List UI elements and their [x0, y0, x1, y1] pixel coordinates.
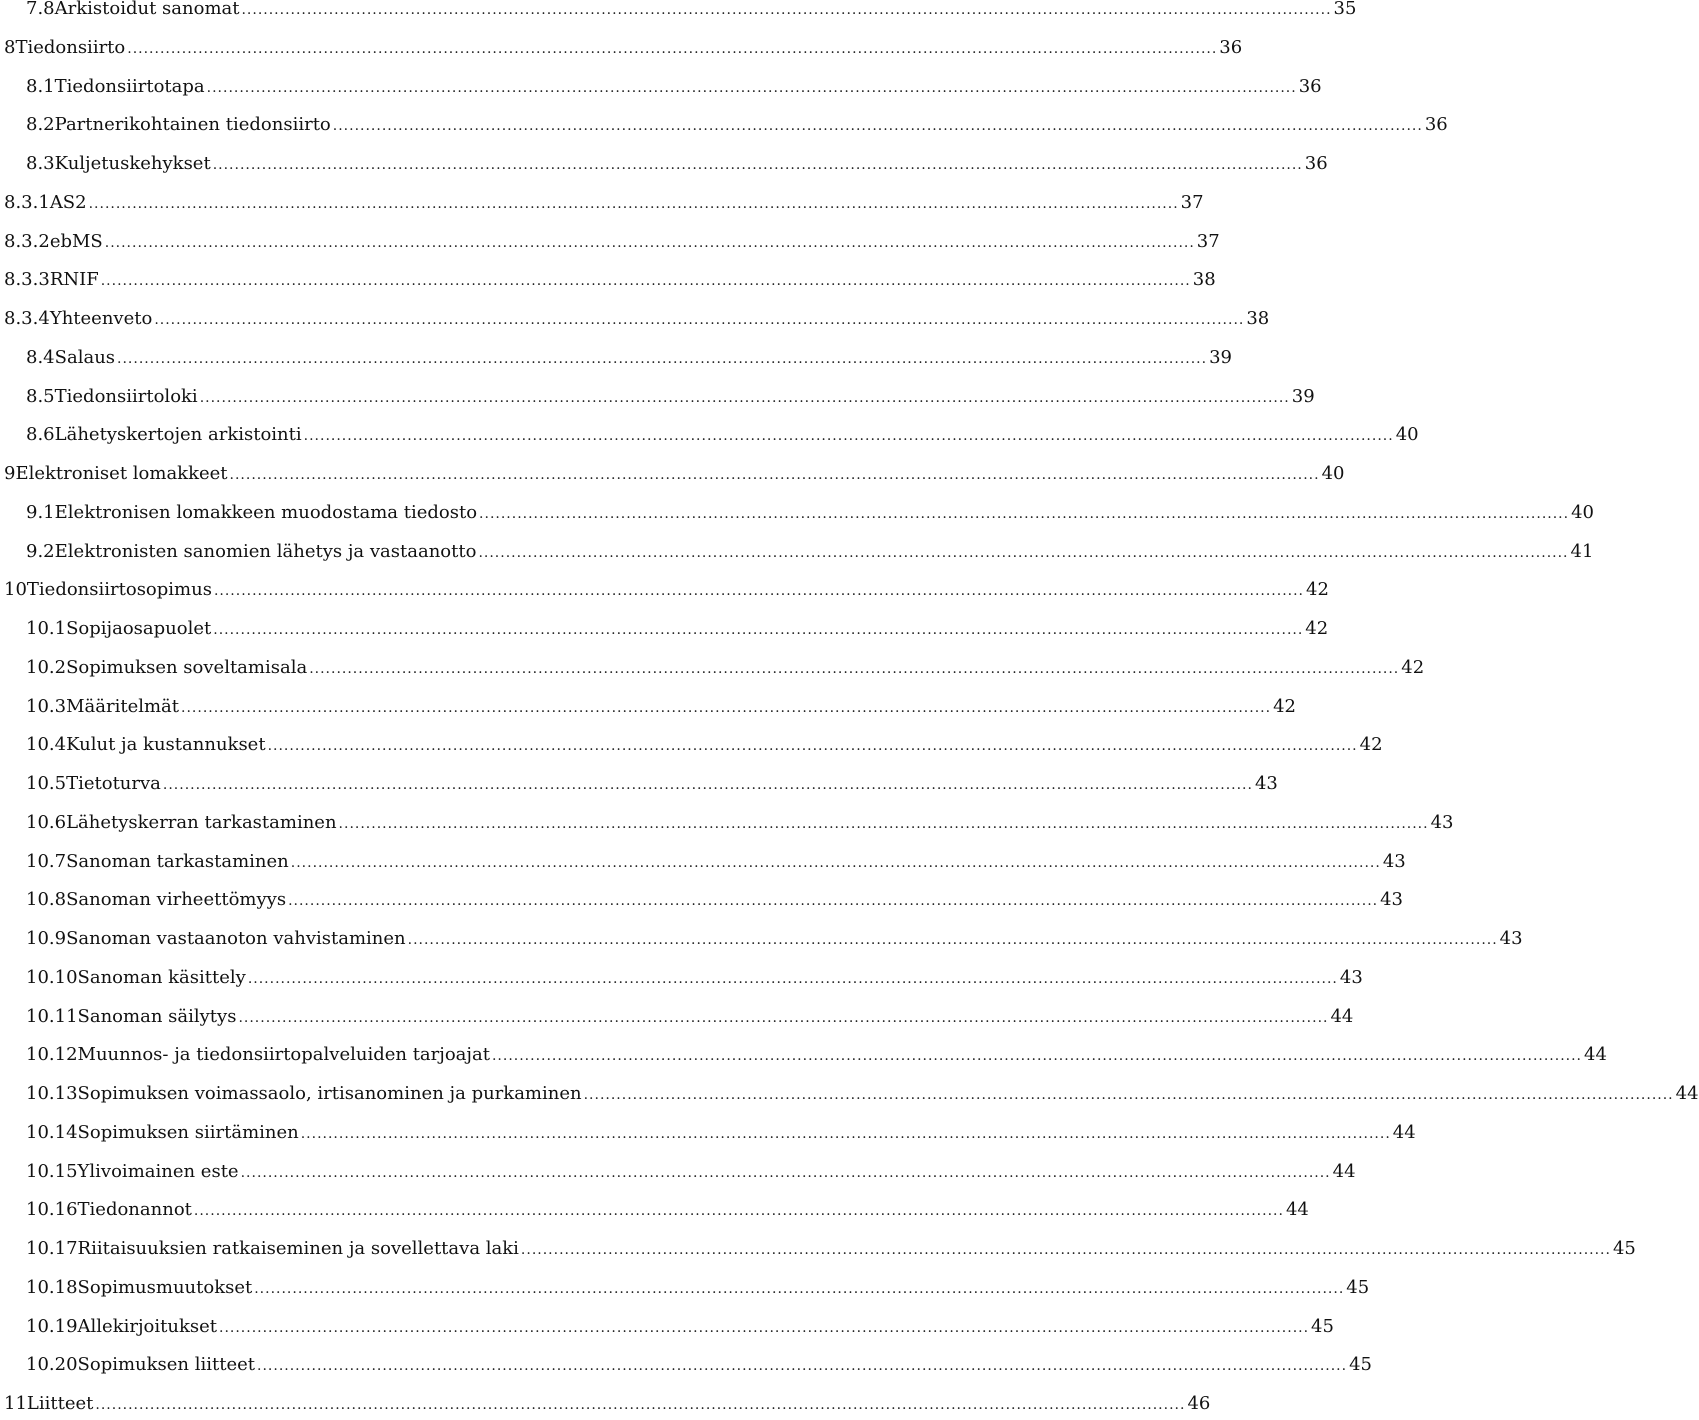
toc-entry-page-number: 39: [1291, 385, 1315, 407]
toc-entry-page-number: 35: [1333, 0, 1357, 19]
toc-entry-number: 8.1: [26, 75, 55, 97]
toc-entry-page-number: 45: [1311, 1315, 1334, 1337]
toc-entry-title: Tiedonsiirtotapa: [54, 75, 205, 97]
toc-entry-page-number: 43: [1430, 811, 1454, 833]
toc-entry-number: 8.3.2: [4, 230, 50, 252]
toc-entry-title: Sopimuksen voimassaolo, irtisanominen ja purkaminen: [77, 1083, 582, 1104]
toc-entry-number: 9.2: [26, 540, 55, 562]
toc-entry-title: Tiedonsiirtoloki: [54, 385, 198, 407]
toc-entry-title: Määritelmät: [66, 695, 180, 717]
toc-entry[interactable]: [0, 188, 1204, 218]
toc-entry-number: 8.3: [26, 153, 55, 174]
toc-entry-title: Sanoman virheettömyys: [66, 889, 287, 911]
dot-leader: ........................................................................................................................................................................................................: [479, 505, 1570, 522]
toc-entry-page-number: 43: [1380, 889, 1404, 911]
toc-entry-title: Elektroniset lomakkeet: [15, 463, 228, 484]
toc-entry-number: 10.5: [26, 773, 67, 794]
toc-entry-page-number: 45: [1612, 1238, 1636, 1259]
toc-entry-page-number: 41: [1570, 540, 1594, 562]
toc-entry-page-number: 42: [1306, 579, 1329, 601]
toc-entry-title: Liitteet: [26, 1393, 94, 1414]
toc-entry-title: RNIF: [49, 269, 99, 291]
toc-entry-number: 10.12: [26, 1044, 78, 1066]
toc-entry-number: 10: [4, 579, 27, 601]
toc-entry-title: Riitaisuuksien ratkaiseminen ja sovellettava laki: [77, 1238, 519, 1259]
toc-entry-title: Sopijaosapuolet: [66, 618, 212, 639]
toc-entry-page-number: 37: [1180, 191, 1204, 213]
toc-entry[interactable]: [0, 885, 1404, 915]
dot-leader: ........................................................................................................................................................................................................: [229, 467, 1320, 483]
toc-entry[interactable]: [0, 33, 1243, 63]
toc-entry[interactable]: [0, 498, 1594, 528]
dot-leader: ........................................................................................................................................................................................................: [332, 118, 1423, 135]
toc-entry-number: 10.8: [26, 889, 67, 911]
toc-entry-title: Tiedonsiirto: [15, 36, 126, 58]
toc-entry-number: 10.16: [26, 1199, 78, 1221]
dot-leader: ........................................................................................................................................................................................................: [117, 350, 1208, 367]
toc-entry[interactable]: [0, 343, 1232, 373]
dot-leader: ........................................................................................................................................................................................................: [520, 1242, 1611, 1258]
dot-leader: ........................................................................................................................................................................................................: [213, 583, 1304, 600]
toc-entry[interactable]: [0, 0, 1357, 24]
toc-entry-number: 10.9: [26, 928, 67, 949]
dot-leader: ........................................................................................................................................................................................................: [240, 1164, 1331, 1181]
toc-entry[interactable]: [0, 1040, 1607, 1070]
toc-entry[interactable]: [0, 1079, 1699, 1109]
toc-entry-title: Elektronisen lomakkeen muodostama tiedosto: [54, 501, 478, 523]
toc-entry[interactable]: [0, 110, 1448, 140]
toc-entry-number: 8.2: [26, 114, 55, 136]
toc-entry-title: Kuljetuskehykset: [54, 153, 211, 174]
toc-entry-title: Sanoman käsittely: [77, 966, 246, 988]
toc-entry[interactable]: [0, 653, 1425, 683]
toc-entry-number: 7.8: [26, 0, 55, 19]
dot-leader: ........................................................................................................................................................................................................: [309, 660, 1400, 677]
toc-entry-page-number: 36: [1424, 114, 1448, 136]
dot-leader: ........................................................................................................................................................................................................: [162, 777, 1253, 793]
toc-entry-page-number: 38: [1246, 308, 1270, 329]
toc-entry-number: 10.3: [26, 695, 67, 717]
toc-entry-title: Sopimusmuutokset: [77, 1276, 253, 1298]
toc-entry-number: 10.4: [26, 734, 67, 756]
toc-entry[interactable]: [0, 227, 1220, 257]
toc-entry-page-number: 44: [1584, 1044, 1607, 1066]
toc-entry[interactable]: [0, 1195, 1309, 1225]
dot-leader: ........................................................................................................................................................................................................: [238, 1009, 1329, 1026]
toc-entry[interactable]: [0, 924, 1523, 954]
toc-entry-title: Partnerikohtainen tiedonsiirto: [54, 114, 331, 136]
toc-entry-number: 9.1: [26, 501, 55, 523]
toc-entry-number: 10.10: [26, 966, 78, 988]
toc-entry-title: Sopimuksen soveltamisala: [66, 656, 308, 678]
toc-entry-title: Sanoman vastaanoton vahvistaminen: [66, 928, 406, 949]
toc-entry-title: Elektronisten sanomien lähetys ja vastaanotto: [54, 540, 477, 562]
toc-entry-number: 8.4: [26, 346, 55, 368]
toc-entry[interactable]: [0, 692, 1296, 722]
dot-leader: ........................................................................................................................................................................................................: [154, 312, 1245, 328]
toc-entry[interactable]: [0, 1002, 1354, 1032]
toc-entry-page-number: 38: [1192, 269, 1216, 291]
toc-entry[interactable]: [0, 1273, 1370, 1303]
toc-entry-title: Tiedonsiirtosopimus: [26, 579, 212, 601]
dot-leader: ........................................................................................................................................................................................................: [491, 1048, 1583, 1065]
toc-entry[interactable]: [0, 1157, 1356, 1187]
dot-leader: ........................................................................................................................................................................................................: [127, 40, 1218, 57]
toc-entry-number: 9: [4, 463, 16, 484]
dot-leader: ........................................................................................................................................................................................................: [181, 699, 1272, 716]
toc-entry[interactable]: [0, 730, 1383, 760]
toc-entry-number: 10.7: [26, 850, 67, 872]
toc-entry-title: Sanoman säilytys: [77, 1005, 237, 1027]
dot-leader: ........................................................................................................................................................................................................: [303, 428, 1394, 445]
toc-entry-title: Tiedonannot: [77, 1199, 192, 1221]
toc-entry-number: 10.2: [26, 656, 67, 678]
dot-leader: ........................................................................................................................................................................................................: [219, 1319, 1310, 1336]
dot-leader: ........................................................................................................................................................................................................: [257, 1358, 1348, 1375]
toc-entry[interactable]: [0, 72, 1322, 102]
toc-entry-page-number: 43: [1254, 773, 1278, 794]
toc-entry-page-number: 37: [1196, 230, 1220, 252]
toc-entry-number: 8.3.3: [4, 269, 50, 291]
toc-entry-number: 8.5: [26, 385, 55, 407]
toc-entry[interactable]: [0, 1312, 1334, 1342]
toc-entry-number: 8.3.4: [4, 308, 50, 329]
dot-leader: ........................................................................................................................................................................................................: [267, 738, 1358, 755]
toc-entry[interactable]: [0, 304, 1270, 334]
dot-leader: ........................................................................................................................................................................................................: [95, 1397, 1186, 1413]
dot-leader: ........................................................................................................................................................................................................: [193, 1203, 1284, 1220]
dot-leader: ........................................................................................................................................................................................................: [100, 273, 1191, 290]
toc-entry-page-number: 42: [1359, 734, 1383, 756]
toc-entry-page-number: 36: [1304, 153, 1328, 174]
toc-entry-title: Yhteenveto: [49, 308, 153, 329]
dot-leader: ........................................................................................................................................................................................................: [206, 79, 1297, 96]
toc-entry[interactable]: [0, 537, 1594, 567]
toc-entry-page-number: 44: [1675, 1083, 1699, 1104]
toc-entry-title: Lähetyskerran tarkastaminen: [66, 811, 337, 833]
dot-leader: ........................................................................................................................................................................................................: [583, 1087, 1674, 1103]
toc-entry-number: 10.17: [26, 1238, 78, 1259]
toc-entry-number: 10.1: [26, 618, 67, 639]
toc-entry-page-number: 42: [1273, 695, 1296, 717]
toc-entry-title: Ylivoimainen este: [77, 1160, 239, 1182]
toc-entry-number: 11: [4, 1393, 27, 1414]
toc-entry[interactable]: [0, 769, 1278, 799]
dot-leader: ........................................................................................................................................................................................................: [338, 815, 1429, 832]
toc-entry-page-number: 44: [1330, 1005, 1354, 1027]
toc-entry-page-number: 42: [1401, 656, 1425, 678]
toc-entry-page-number: 44: [1285, 1199, 1309, 1221]
toc-entry[interactable]: [0, 1389, 1211, 1419]
toc-entry-page-number: 36: [1298, 75, 1322, 97]
dot-leader: ........................................................................................................................................................................................................: [241, 2, 1332, 18]
toc-entry-number: 10.6: [26, 811, 67, 833]
dot-leader: ........................................................................................................................................................................................................: [212, 157, 1303, 173]
toc-entry[interactable]: [0, 808, 1454, 838]
dot-leader: ........................................................................................................................................................................................................: [247, 970, 1338, 987]
toc-entry[interactable]: [0, 420, 1419, 450]
dot-leader: ........................................................................................................................................................................................................: [300, 1125, 1391, 1142]
toc-entry-number: 10.14: [26, 1121, 78, 1143]
toc-entry-number: 10.20: [26, 1354, 78, 1376]
toc-entry-page-number: 43: [1339, 966, 1363, 988]
toc-entry-page-number: 44: [1392, 1121, 1416, 1143]
toc-entry-page-number: 40: [1395, 424, 1419, 446]
dot-leader: ........................................................................................................................................................................................................: [290, 854, 1381, 871]
toc-entry-number: 10.11: [26, 1005, 78, 1027]
toc-entry-page-number: 36: [1219, 36, 1243, 58]
toc-entry-page-number: 40: [1571, 501, 1594, 523]
toc-entry-title: Allekirjoitukset: [77, 1315, 217, 1337]
toc-entry-number: 8.3.1: [4, 191, 50, 213]
dot-leader: ........................................................................................................................................................................................................: [199, 389, 1290, 406]
toc-entry-title: Sopimuksen siirtäminen: [77, 1121, 299, 1143]
toc-entry-number: 10.13: [26, 1083, 78, 1104]
dot-leader: ........................................................................................................................................................................................................: [104, 234, 1195, 251]
toc-entry-page-number: 46: [1187, 1393, 1211, 1414]
toc-entry[interactable]: [0, 1118, 1416, 1148]
toc-entry[interactable]: [0, 149, 1328, 179]
toc-entry[interactable]: [0, 614, 1329, 644]
toc-entry[interactable]: [0, 1350, 1372, 1380]
dot-leader: ........................................................................................................................................................................................................: [478, 544, 1569, 561]
toc-entry-number: 8: [4, 36, 16, 58]
dot-leader: ........................................................................................................................................................................................................: [88, 195, 1179, 212]
toc-entry-title: Sanoman tarkastaminen: [66, 850, 289, 872]
toc-entry-title: Lähetyskertojen arkistointi: [54, 424, 302, 446]
toc-entry-number: 10.19: [26, 1315, 78, 1337]
toc-entry[interactable]: [0, 459, 1345, 489]
toc-entry-title: Arkistoidut sanomat: [54, 0, 240, 19]
toc-entry-page-number: 43: [1382, 850, 1406, 872]
toc-entry-title: ebMS: [49, 230, 103, 252]
toc-entry[interactable]: [0, 382, 1315, 412]
dot-leader: ........................................................................................................................................................................................................: [213, 622, 1304, 638]
toc-entry-page-number: 42: [1305, 618, 1329, 639]
toc-entry[interactable]: [0, 1234, 1636, 1264]
dot-leader: ........................................................................................................................................................................................................: [254, 1280, 1345, 1297]
dot-leader: ........................................................................................................................................................................................................: [407, 932, 1498, 948]
toc-entry-title: Tietoturva: [66, 773, 161, 794]
toc-entry[interactable]: [0, 963, 1363, 993]
toc-entry-title: AS2: [49, 191, 87, 213]
toc-entry-title: Sopimuksen liitteet: [77, 1354, 256, 1376]
toc-entry-number: 10.18: [26, 1276, 78, 1298]
toc-entry[interactable]: [0, 847, 1406, 877]
toc-entry-page-number: 40: [1321, 463, 1345, 484]
dot-leader: ........................................................................................................................................................................................................: [288, 893, 1379, 910]
toc-entry-page-number: 39: [1209, 346, 1232, 368]
toc-entry-page-number: 43: [1499, 928, 1523, 949]
toc-entry-page-number: 45: [1346, 1276, 1370, 1298]
toc-entry-page-number: 45: [1349, 1354, 1372, 1376]
toc-entry-page-number: 44: [1332, 1160, 1356, 1182]
toc-entry-title: Salaus: [54, 346, 116, 368]
toc-entry-number: 8.6: [26, 424, 55, 446]
toc-entry[interactable]: [0, 575, 1329, 605]
toc-entry-title: Kulut ja kustannukset: [66, 734, 266, 756]
toc-entry-number: 10.15: [26, 1160, 78, 1182]
toc-entry[interactable]: [0, 265, 1216, 295]
toc-entry-title: Muunnos- ja tiedonsiirtopalveluiden tarjoajat: [77, 1044, 490, 1066]
